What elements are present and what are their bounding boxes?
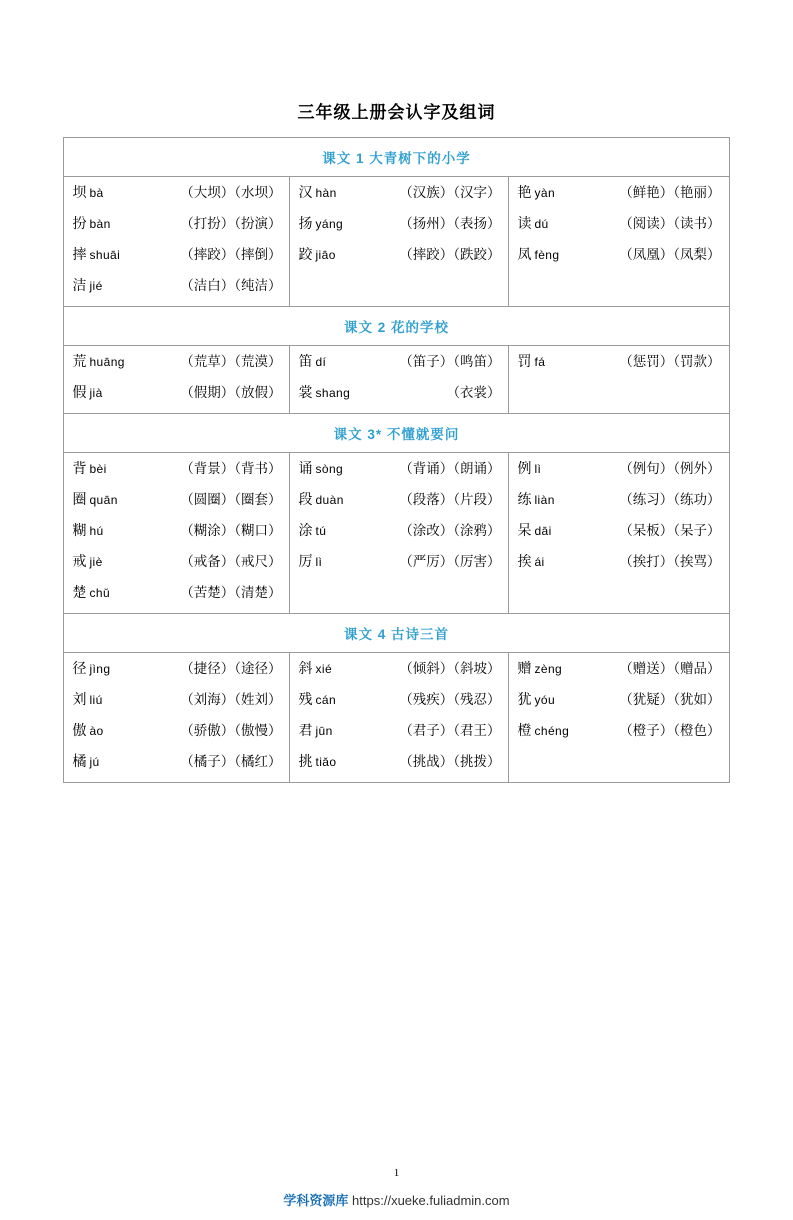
vocab-pinyin: lì bbox=[534, 462, 542, 476]
lesson-column bbox=[509, 453, 729, 614]
vocab-words: （刘海）（姓刘） bbox=[180, 692, 282, 707]
vocab-pinyin: jūn bbox=[315, 724, 333, 738]
lesson-column bbox=[64, 453, 290, 614]
page-number: 1 bbox=[393, 1167, 400, 1179]
lesson-column bbox=[290, 453, 509, 614]
vocab-pinyin: yóu bbox=[534, 693, 556, 707]
vocab-words: （荒草）（荒漠） bbox=[180, 354, 282, 369]
lesson-column bbox=[509, 653, 729, 783]
vocab-entry bbox=[298, 693, 500, 708]
lesson-heading-cell bbox=[64, 614, 729, 653]
vocab-entry bbox=[298, 355, 500, 370]
vocab-pinyin: bà bbox=[89, 186, 104, 200]
vocab-character: 呆 bbox=[517, 524, 532, 539]
vocab-character: 厉 bbox=[298, 555, 313, 570]
vocab-words: （段落）（片段） bbox=[399, 492, 501, 507]
vocab-words: （君子）（君王） bbox=[399, 723, 501, 738]
lesson-heading-row bbox=[64, 307, 729, 346]
vocab-words: （笛子）（鸣笛） bbox=[399, 354, 501, 369]
vocab-pinyin: chéng bbox=[534, 724, 570, 738]
column-content bbox=[290, 653, 508, 782]
vocab-entry bbox=[298, 386, 500, 401]
vocab-character: 洁 bbox=[72, 279, 87, 294]
vocab-entry bbox=[72, 555, 281, 570]
vocab-pinyin: jìng bbox=[89, 662, 111, 676]
lesson-heading-row bbox=[64, 414, 729, 453]
column-content bbox=[509, 453, 728, 582]
vocab-pinyin: sòng bbox=[315, 462, 344, 476]
vocab-character: 笛 bbox=[298, 355, 313, 370]
vocab-character: 裳 bbox=[298, 386, 313, 401]
vocab-entry bbox=[298, 462, 500, 477]
vocab-character: 扮 bbox=[72, 217, 87, 232]
lesson-entries-row bbox=[64, 346, 729, 414]
table-body bbox=[64, 138, 729, 783]
lesson-heading: 课文 2 花的学校 bbox=[343, 320, 449, 335]
vocab-words: （糊涂）（糊口） bbox=[180, 523, 282, 538]
lesson-column bbox=[64, 653, 290, 783]
vocab-words: （背景）（背书） bbox=[180, 461, 282, 476]
vocab-entry bbox=[72, 462, 281, 477]
lesson-column bbox=[64, 346, 290, 414]
vocab-pinyin: fèng bbox=[534, 248, 560, 262]
vocab-entry bbox=[517, 724, 720, 739]
lesson-column bbox=[509, 346, 729, 414]
vocab-entry bbox=[298, 724, 500, 739]
lesson-heading-cell bbox=[64, 138, 729, 177]
vocab-pinyin: dāi bbox=[534, 524, 552, 538]
vocab-character: 赠 bbox=[517, 662, 532, 677]
vocab-character: 涂 bbox=[298, 524, 313, 539]
vocab-pinyin: tiǎo bbox=[315, 755, 337, 769]
document-page bbox=[0, 98, 793, 1220]
vocab-words: （赠送）（赠品） bbox=[619, 661, 721, 676]
vocab-pinyin: shang bbox=[315, 386, 351, 400]
vocabulary-table bbox=[63, 137, 729, 783]
vocab-entry bbox=[72, 355, 281, 370]
vocab-character: 君 bbox=[298, 724, 313, 739]
vocab-words: （残疾）（残忍） bbox=[399, 692, 501, 707]
vocab-character: 凤 bbox=[517, 248, 532, 263]
vocab-entry bbox=[517, 524, 720, 539]
vocab-entry bbox=[72, 586, 281, 601]
vocab-words: （摔跤）（跌跤） bbox=[399, 247, 501, 262]
vocab-words: （橙子）（橙色） bbox=[619, 723, 721, 738]
vocab-words: （戒备）（戒尺） bbox=[180, 554, 282, 569]
vocab-pinyin: dú bbox=[534, 217, 549, 231]
vocab-pinyin: lì bbox=[315, 555, 323, 569]
vocab-entry bbox=[298, 524, 500, 539]
vocab-pinyin: yáng bbox=[315, 217, 344, 231]
vocab-words: （圆圈）（圈套） bbox=[180, 492, 282, 507]
vocab-entry bbox=[72, 248, 281, 263]
vocab-entry bbox=[72, 493, 281, 508]
vocab-pinyin: hú bbox=[89, 524, 104, 538]
vocab-words: （橘子）（橘红） bbox=[180, 754, 282, 769]
vocab-words: （挑战）（挑拨） bbox=[399, 754, 501, 769]
vocab-pinyin: zèng bbox=[534, 662, 563, 676]
vocab-entry bbox=[517, 462, 720, 477]
vocab-character: 橘 bbox=[72, 755, 87, 770]
vocab-pinyin: hàn bbox=[315, 186, 337, 200]
vocab-pinyin: jià bbox=[89, 386, 103, 400]
vocab-character: 挑 bbox=[298, 755, 313, 770]
lesson-heading-row bbox=[64, 614, 729, 653]
vocab-words: （衣裳） bbox=[446, 385, 501, 400]
vocab-entry bbox=[298, 662, 500, 677]
vocab-character: 跤 bbox=[298, 248, 313, 263]
vocab-character: 糊 bbox=[72, 524, 87, 539]
vocab-character: 残 bbox=[298, 693, 313, 708]
column-content bbox=[64, 177, 289, 306]
vocab-entry bbox=[517, 355, 720, 370]
vocab-pinyin: dí bbox=[315, 355, 327, 369]
vocab-pinyin: liàn bbox=[534, 493, 555, 507]
vocab-words: （洁白）（纯洁） bbox=[180, 278, 282, 293]
vocab-character: 刘 bbox=[72, 693, 87, 708]
vocab-character: 圈 bbox=[72, 493, 87, 508]
footer-url: https://xueke.fuliadmin.com bbox=[352, 1193, 510, 1208]
vocab-entry bbox=[72, 662, 281, 677]
vocab-character: 汉 bbox=[298, 186, 313, 201]
vocab-entry bbox=[298, 493, 500, 508]
vocab-entry bbox=[72, 186, 281, 201]
vocab-words: （严厉）（厉害） bbox=[399, 554, 501, 569]
vocab-pinyin: tú bbox=[315, 524, 327, 538]
column-content bbox=[509, 653, 728, 751]
column-content bbox=[290, 177, 508, 275]
vocab-character: 楚 bbox=[72, 586, 87, 601]
vocab-character: 背 bbox=[72, 462, 87, 477]
vocab-pinyin: chǔ bbox=[89, 586, 111, 600]
vocab-pinyin: duàn bbox=[315, 493, 344, 507]
vocab-words: （鲜艳）（艳丽） bbox=[619, 185, 721, 200]
vocab-pinyin: jié bbox=[89, 279, 103, 293]
vocab-entry bbox=[298, 555, 500, 570]
lesson-heading: 课文 3* 不懂就要问 bbox=[333, 427, 460, 442]
vocab-words: （例句）（例外） bbox=[619, 461, 721, 476]
vocab-entry bbox=[298, 217, 500, 232]
lesson-heading-cell bbox=[64, 414, 729, 453]
vocab-pinyin: jiè bbox=[89, 555, 103, 569]
vocab-words: （苦楚）（清楚） bbox=[180, 585, 282, 600]
column-content bbox=[64, 346, 289, 413]
vocab-character: 傲 bbox=[72, 724, 87, 739]
vocab-words: （阅读）（读书） bbox=[619, 216, 721, 231]
vocab-entry bbox=[517, 217, 720, 232]
vocab-entry bbox=[72, 724, 281, 739]
lesson-column bbox=[290, 177, 509, 307]
column-content bbox=[509, 346, 728, 382]
vocab-words: （练习）（练功） bbox=[619, 492, 721, 507]
lesson-column bbox=[509, 177, 729, 307]
vocab-entry bbox=[517, 693, 720, 708]
vocab-character: 戒 bbox=[72, 555, 87, 570]
vocab-character: 艳 bbox=[517, 186, 532, 201]
vocab-pinyin: bèi bbox=[89, 462, 107, 476]
vocab-character: 扬 bbox=[298, 217, 313, 232]
vocab-words: （呆板）（呆子） bbox=[619, 523, 721, 538]
vocab-character: 斜 bbox=[298, 662, 313, 677]
vocab-words: （背诵）（朗诵） bbox=[399, 461, 501, 476]
lesson-heading: 课文 1 大青树下的小学 bbox=[322, 151, 471, 166]
lesson-entries-row bbox=[64, 453, 729, 614]
vocab-pinyin: ái bbox=[534, 555, 545, 569]
vocab-pinyin: yàn bbox=[534, 186, 556, 200]
vocab-character: 例 bbox=[517, 462, 532, 477]
vocab-words: （打扮）（扮演） bbox=[180, 216, 282, 231]
vocab-entry bbox=[517, 493, 720, 508]
vocab-words: （扬州）（表扬） bbox=[399, 216, 501, 231]
vocab-character: 挨 bbox=[517, 555, 532, 570]
vocab-words: （倾斜）（斜坡） bbox=[399, 661, 501, 676]
vocab-words: （大坝）（水坝） bbox=[180, 185, 282, 200]
column-content bbox=[64, 653, 289, 782]
footer-credit bbox=[0, 1190, 793, 1209]
vocab-character: 诵 bbox=[298, 462, 313, 477]
footer-brand: 学科资源库 bbox=[283, 1193, 349, 1208]
vocab-character: 橙 bbox=[517, 724, 532, 739]
lesson-heading-row bbox=[64, 138, 729, 177]
vocab-character: 罚 bbox=[517, 355, 532, 370]
vocab-entry bbox=[517, 555, 720, 570]
vocab-entry bbox=[517, 248, 720, 263]
vocab-character: 径 bbox=[72, 662, 87, 677]
page-title: 三年级上册会认字及组词 bbox=[297, 103, 496, 122]
vocab-entry bbox=[298, 186, 500, 201]
vocab-words: （汉族）（汉字） bbox=[399, 185, 501, 200]
lesson-column bbox=[290, 346, 509, 414]
vocab-words: （涂改）（涂鸦） bbox=[399, 523, 501, 538]
column-content bbox=[64, 453, 289, 613]
vocab-entry bbox=[298, 755, 500, 770]
lesson-entries-row bbox=[64, 653, 729, 783]
column-content bbox=[290, 453, 508, 582]
vocab-words: （凤凰）（凤梨） bbox=[619, 247, 721, 262]
vocab-character: 坝 bbox=[72, 186, 87, 201]
vocab-entry bbox=[72, 755, 281, 770]
vocab-pinyin: fá bbox=[534, 355, 546, 369]
vocab-pinyin: quān bbox=[89, 493, 118, 507]
vocab-pinyin: liú bbox=[89, 693, 103, 707]
vocab-words: （犹疑）（犹如） bbox=[619, 692, 721, 707]
vocab-entry bbox=[298, 248, 500, 263]
lesson-heading-cell bbox=[64, 307, 729, 346]
lesson-column bbox=[64, 177, 290, 307]
vocab-entry bbox=[72, 279, 281, 294]
vocab-pinyin: ào bbox=[89, 724, 104, 738]
vocab-character: 段 bbox=[298, 493, 313, 508]
vocab-character: 假 bbox=[72, 386, 87, 401]
column-content bbox=[509, 177, 728, 275]
column-content bbox=[290, 346, 508, 413]
vocab-pinyin: bàn bbox=[89, 217, 111, 231]
lesson-column bbox=[290, 653, 509, 783]
vocab-character: 犹 bbox=[517, 693, 532, 708]
vocab-character: 荒 bbox=[72, 355, 87, 370]
vocab-entry bbox=[72, 524, 281, 539]
vocab-character: 摔 bbox=[72, 248, 87, 263]
vocab-words: （假期）（放假） bbox=[180, 385, 282, 400]
vocab-entry bbox=[72, 693, 281, 708]
vocab-entry bbox=[517, 662, 720, 677]
vocab-pinyin: huāng bbox=[89, 355, 125, 369]
lesson-entries-row bbox=[64, 177, 729, 307]
lesson-heading: 课文 4 古诗三首 bbox=[343, 627, 449, 642]
vocab-pinyin: jiāo bbox=[315, 248, 336, 262]
vocab-entry bbox=[517, 186, 720, 201]
vocab-pinyin: shuāi bbox=[89, 248, 121, 262]
vocab-entry bbox=[72, 217, 281, 232]
vocab-pinyin: jú bbox=[89, 755, 100, 769]
vocab-character: 读 bbox=[517, 217, 532, 232]
vocab-words: （摔跤）（摔倒） bbox=[180, 247, 282, 262]
vocab-words: （惩罚）（罚款） bbox=[619, 354, 721, 369]
vocab-entry bbox=[72, 386, 281, 401]
vocab-words: （挨打）（挨骂） bbox=[619, 554, 721, 569]
vocab-words: （骄傲）（傲慢） bbox=[180, 723, 282, 738]
vocab-words: （捷径）（途径） bbox=[180, 661, 282, 676]
vocab-pinyin: cán bbox=[315, 693, 337, 707]
vocab-pinyin: xié bbox=[315, 662, 333, 676]
vocab-character: 练 bbox=[517, 493, 532, 508]
